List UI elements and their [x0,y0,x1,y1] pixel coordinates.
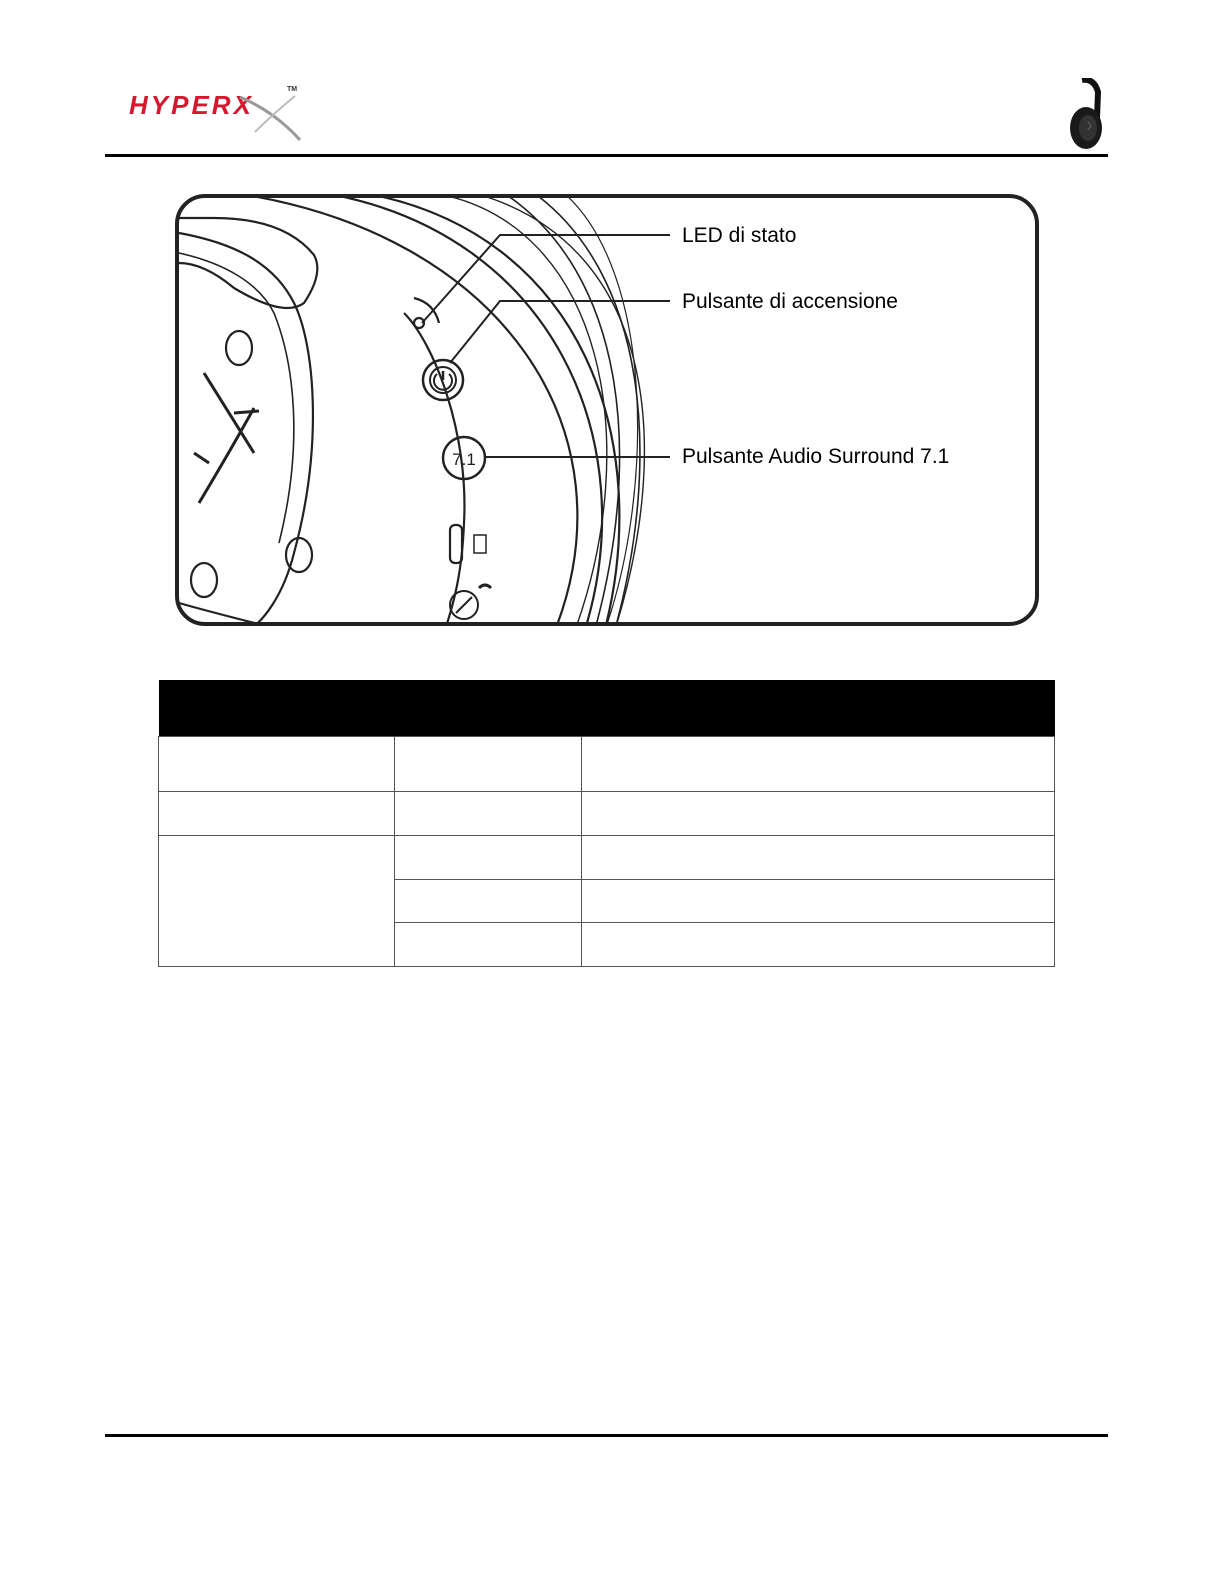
table-header-row [159,680,1055,737]
table-cell [582,880,1055,923]
trademark-mark: TM [287,86,298,93]
table-cell [582,923,1055,967]
brand-wordmark: HYPERX [129,90,254,120]
table-cell [582,737,1055,792]
led-status-table [158,680,1055,967]
headset-icon [1064,78,1108,152]
callout-status-led: LED di stato [682,224,797,247]
hyperx-logo [125,86,305,146]
headset-diagram [174,193,1040,627]
footer-rule [105,1434,1108,1437]
table-header-cell [159,680,395,737]
table-cell [582,792,1055,836]
table-row [159,836,1055,880]
surround-button-label: 7.1 [452,450,476,469]
table-cell [159,836,395,967]
callout-power-button: Pulsante di accensione [682,290,898,313]
table-header-cell [395,680,582,737]
table-cell [395,836,582,880]
table-cell [159,737,395,792]
table-cell [395,880,582,923]
table-cell [395,923,582,967]
table-cell [395,792,582,836]
table-cell [582,836,1055,880]
table-cell [159,792,395,836]
header-rule [105,154,1108,157]
table-cell [395,737,582,792]
table-row [159,737,1055,792]
callout-surround-button: Pulsante Audio Surround 7.1 [682,445,950,468]
table-row [159,792,1055,836]
table-header-cell [582,680,1055,737]
hyperx-x-swoosh-icon [235,92,305,142]
